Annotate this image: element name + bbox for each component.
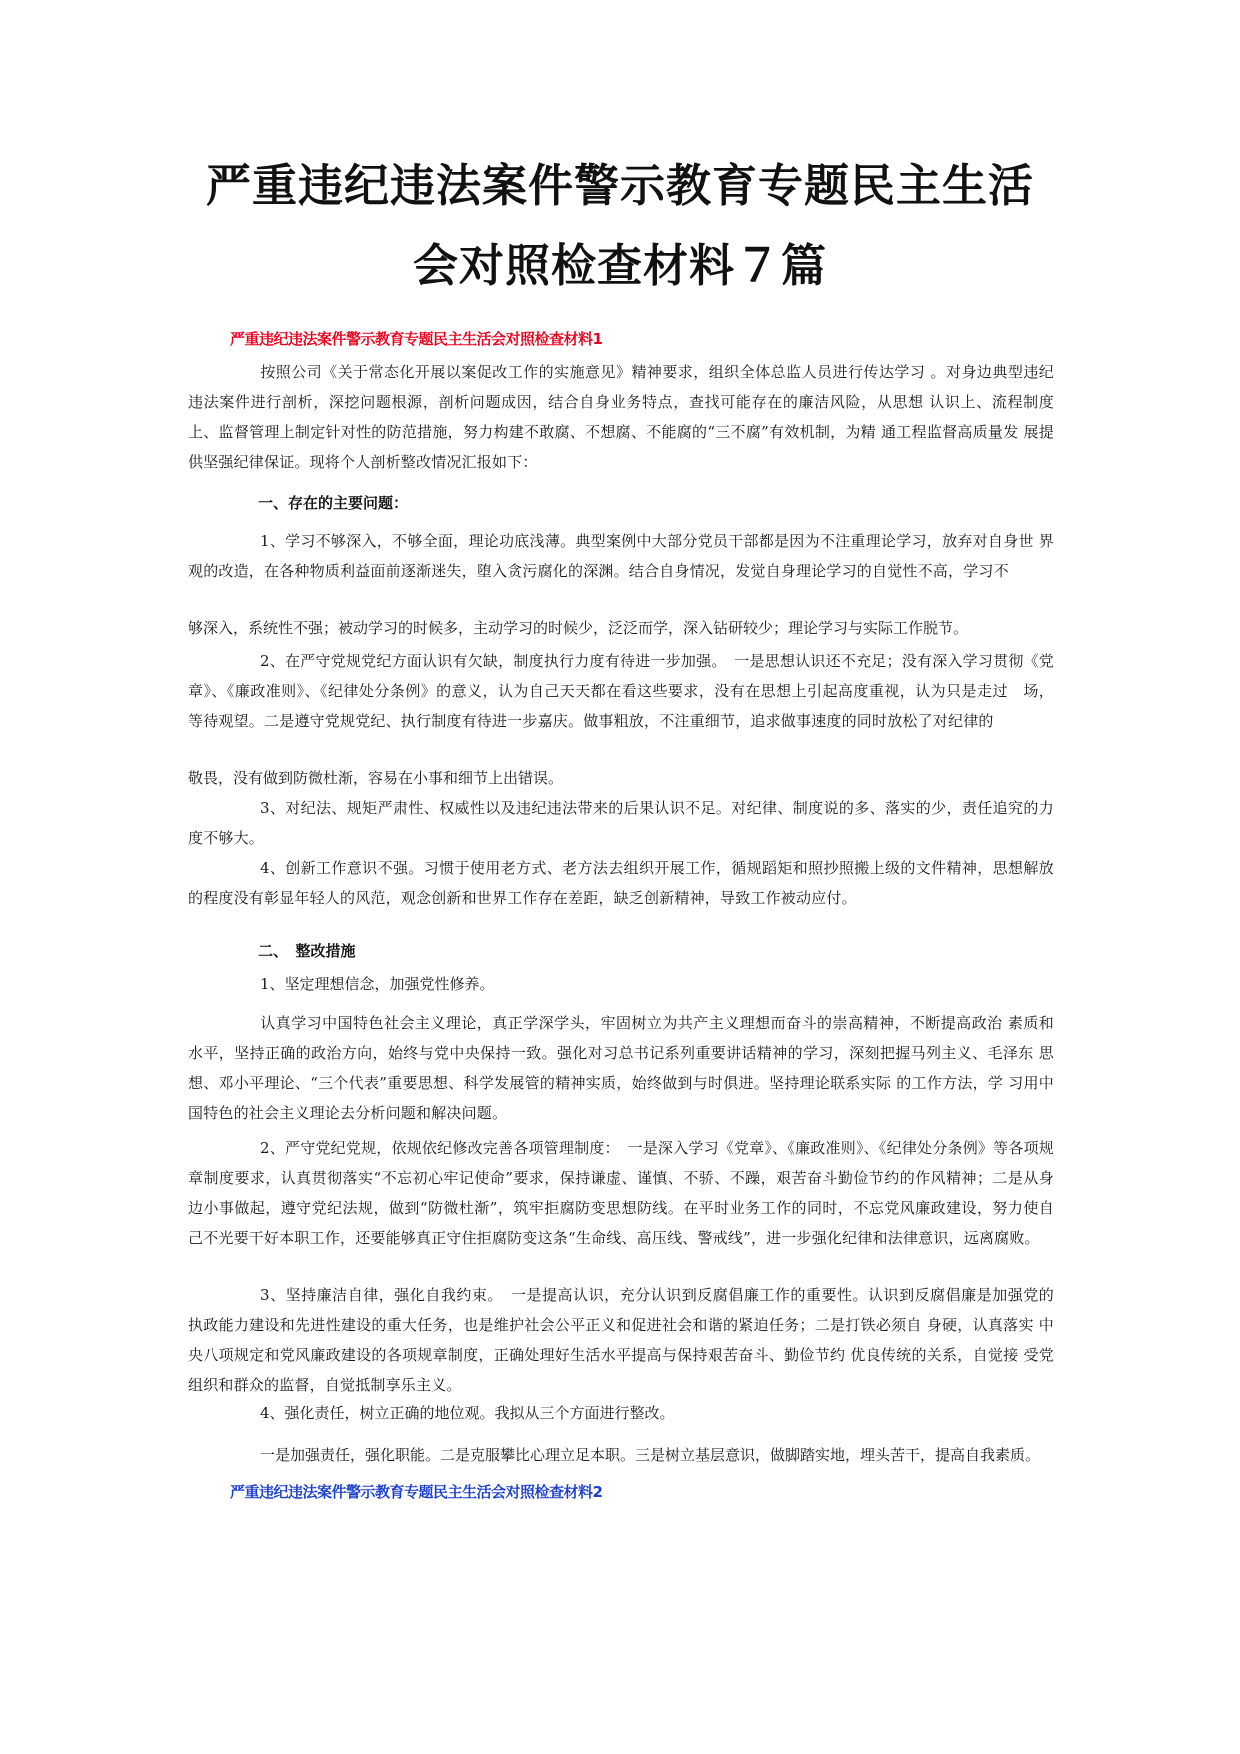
measure-1 — [188, 1008, 1070, 1128]
measure-2 — [188, 1133, 1054, 1253]
problem-3 — [188, 793, 1054, 853]
problem-2-text: 2、在严守党规党纪方面认识有欠缺，制度执行力度有待进一步加强。 一是思想认识还不充足；没有深入学习贯彻《党 章》、《廉政准则》、《纪律处分条例》的意义，认为自己天天都在看这些要求，没有在思想上引起高度重视，认为只是走过 场，等待观望。二是遵守党规党纪、执行制度有待进一步嘉庆。做事粗放，不注重细节，追求做事速度的同时放松了对纪律的 — [188, 652, 1054, 730]
material1-heading: 严重违纪违法案件警示教育专题民主生活会对照检查材料1 — [230, 330, 603, 348]
measure-3-text: 3、坚持廉洁自律，强化自我约束。 一是提高认识，充分认识到反腐倡廉工作的重要性。认识到反腐倡廉是加强党的 执政能力建设和先进性建设的重大任务，也是维护社会公平正义和促进社会和谐的紧迫任务；二是打铁必须自 身硬，认真落实 中央八项规定和党风廉政建设的各项规章制度，正确处理好生活水平提高与保持艰苦奋斗、勤俭节约 优良传统的关系，自觉接 受党组织和群众的监督，自觉抵制享乐主义。 — [188, 1286, 1054, 1394]
intro-paragraph — [188, 357, 1054, 477]
problem-2-continued: 敬畏，没有做到防微杜渐，容易在小事和细节上出错误。 — [188, 769, 564, 787]
measure-1-title: 1、坚定理想信念，加强党性修养。 — [260, 975, 495, 993]
measure-3 — [188, 1280, 1054, 1400]
measure-1-text: 认真学习中国特色社会主义理论，真正学深学头，牢固树立为共产主义理想而奋斗的崇高精神，不断提高政治 素质和 水平，坚持正确的政治方向，始终与党中央保持一致。强化对习总书记系列重要讲话精神的学习，深刻把握马列主义、毛泽东 思想、邓小平理论、“三个代表”重要思想、科学发展管的精神实质，始终做到与时俱进。坚持理论联系实际 的工作方法，学 习用中国特色的社会主义理论去分析问题和解决问题。 — [188, 1014, 1070, 1122]
measure-4: 一是加强责任，强化职能。二是克服攀比心理立足本职。三是树立基层意识，做脚踏实地，埋头苦干，提高自我素质。 — [260, 1446, 1041, 1464]
section1-title: 一、存在的主要问题： — [258, 494, 409, 512]
problem-4-text: 4、创新工作意识不强。习惯于使用老方式、老方法去组织开展工作，循规蹈矩和照抄照搬上级的文件精神，思想解放的程度没有彰显年轻人的风范，观念创新和世界工作存在差距，缺乏创新精神，导致工作被动应付。 — [188, 859, 1054, 907]
intro-text: 按照公司《关于常态化开展以案促改工作的实施意见》精神要求，组织全体总监人员进行传达学习 。对身边典型违纪 违法案件进行剖析，深挖问题根源，剖析问题成因，结合自身业务特点，查找可能存在的廉洁风险，从思想 认识上、流程制度 上、监督管理上制定针对性的防范措施，努力构建不敢腐、不想腐、不能腐的“三不腐”有效机制，为精 通工程监督高质量发 展提供坚强纪律保证。现将个人剖析整改情况汇报如下： — [188, 363, 1054, 471]
measure-2-text: 2、严守党纪党规，依规依纪修改完善各项管理制度： 一是深入学习《党章》、《廉政准则》、《纪律处分条例》等各项规章制度要求，认真贯彻落实“不忘初心牢记使命”要求，保持谦虚、谨慎、不骄、不躁，艰苦奋斗勤俭节约的作风精神；二是从身边小事做起，遵守党纪法规，做到“防微杜渐”，筑牢拒腐防变思想防线。在平时业务工作的同时，不忘党风廉政建设，努力使自己不光要干好本职工作，还要能够真正守住拒腐防变这条“生命线、高压线、警戒线”，进一步强化纪律和法律意识，远离腐败。 — [188, 1139, 1054, 1247]
material2-heading: 严重违纪违法案件警示教育专题民主生活会对照检查材料2 — [230, 1483, 603, 1501]
problem-1 — [188, 526, 1054, 586]
problem-1-text: 1、学习不够深入，不够全面，理论功底浅薄。典型案例中大部分党员干部都是因为不注重理论学习，放弃对自身世 界观的改造，在各种物质利益面前逐渐迷失，堕入贪污腐化的深渊。结合自身情况，发觉自身理论学习的自觉性不高，学习不 — [188, 532, 1054, 580]
document-title-line1: 严重违纪违法案件警示教育专题民主生活 — [205, 159, 1034, 212]
section2-title: 二、 整改措施 — [258, 942, 356, 960]
problem-1-continued: 够深入，系统性不强；被动学习的时候多，主动学习的时候少，泛泛而学，深入钻研较少；理论学习与实际工作脱节。 — [188, 619, 969, 637]
problem-2 — [188, 646, 1054, 736]
measure-4-title: 4、强化责任，树立正确的地位观。我拟从三个方面进行整改。 — [260, 1404, 675, 1422]
problem-3-text: 3、对纪法、规矩严肃性、权威性以及违纪违法带来的后果认识不足。对纪律、制度说的多、落实的少，责任追究的力度不够大。 — [188, 799, 1054, 847]
document-title-line2: 会对照检查材料７篇 — [412, 239, 827, 292]
problem-4 — [188, 853, 1054, 913]
